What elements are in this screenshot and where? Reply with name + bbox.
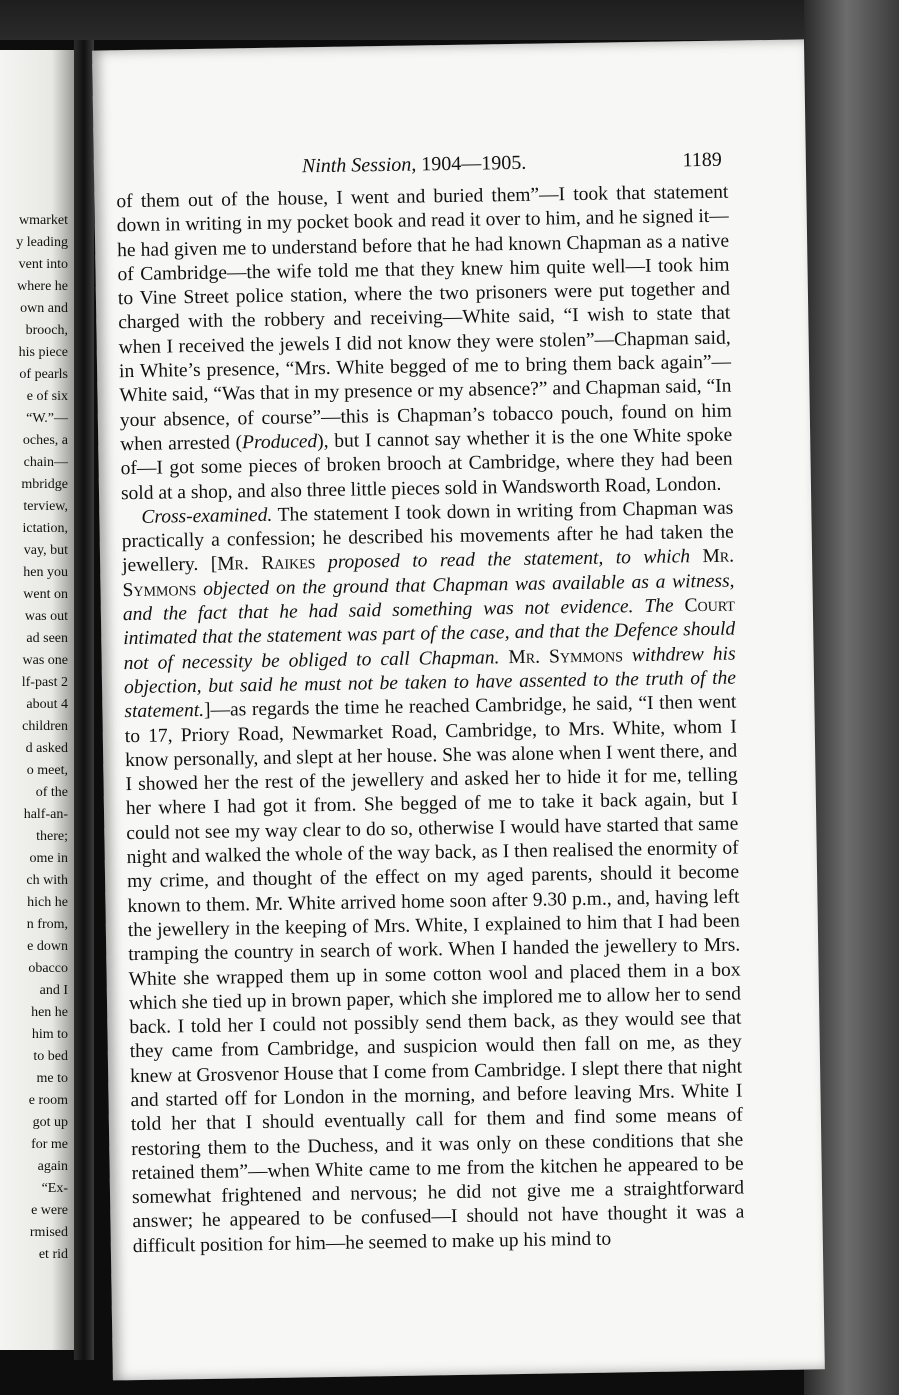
left-page-line: e of six [26,389,68,404]
left-page-line: ictation, [22,521,68,536]
left-page-line: n from, [26,917,68,932]
left-page-line: e down [27,939,68,954]
left-page-line: of pearls [19,367,68,382]
left-page-line: “Ex- [41,1181,68,1196]
cross-text-c: objected on the ground that Chapman was available as a witness, and the fact that he had said something was not evidence. The [122,570,735,626]
left-page-line: there; [36,829,68,844]
left-page-line: wmarket [19,213,68,228]
book-gutter [74,40,94,1360]
left-page-line: ome in [29,851,68,866]
cross-examined-label: Cross-examined. [141,504,273,528]
left-page-line: o meet, [26,763,68,778]
testimony-text-end: ), but I cannot say whether it is the one White spoke of—I got some pieces of broken brooch at Cambridge, where they had been sold at a shop, and also three little pieces sold in Wandsworth Road, London. [120,424,733,504]
left-page-line: ch with [26,873,68,888]
name-raikes: Mr. Raikes [217,552,316,576]
left-page-line: “W.”— [26,411,68,426]
left-page-line: of the [35,785,68,800]
right-page [92,39,825,1380]
running-head-years: 1904—1905. [421,151,527,176]
left-page-line: where he [17,279,68,294]
left-page-line: children [22,719,68,734]
running-head-session: Ninth Session, [301,153,422,178]
left-page-line: got up [32,1115,68,1130]
left-page-line: terview, [23,499,68,514]
cross-text-f: ]—as regards the time he reached Cambridge, he said, “I then went to 17, Priory Road, Newmarket Road, Cambridge, to Mrs. White, whom I know personally, and slept at her house. She was alone when I went there, and I showed her the rest of the jewellery and asked her to hide it for me, telling her where I had got it from. She begged of me to take it back again, but I could not see my way clear to do so, otherwise I would have started that same night and walked the whole of the way back, as I then realised the enormity of my crime, and thought of the effect on my aged parents, should it become known to them. Mr. White arrived home soon after 9.30 p.m., and, having left the jewellery in the keeping of Mrs. White, I explained to him that I had been tramping the country in search of work. When I handed the jewellery to Mrs. White she wrapped them up in some cotton wool and placed them in a box which she tied up in brown paper, which she implored me to allow her to send back. I told her I could not possibly send them back, as they would see that they came from Cambridge, and suspicion would then fall on me, as they knew at Grosvenor House that I come from Cambridge. I slept there that night and started off for London in the morning, and before leaving Mrs. White I told her that I should eventually call for them and find some means of restoring them to the Duchess, and it was only on these conditions that she retained them”—when White came to me from the kitchen he appeared to be somewhat frightened and nervous; he did not give me a straightforward answer; he appeared to be confused—I should not have thought it was a difficult position for him—he seemed to make up his mind to [124,691,745,1257]
testimony-text: of them out of the house, I went and buried them”—I took that statement down in writing in my pocket book and read it over to him, and he signed it—he had given me to understand before that he had known Chapman as a native of Cambridge—the wife told me that they knew him quite well—I took him to Vine Street police station, where the two prisoners were put together and charged with the robbery and receiving—White said, “I wish to state that when I received the jewels I did not know they were stolen”—Chapman said, in White’s presence, “Mrs. White begged of me to bring them back again”—White said, “Was that in my presence or my absence?” and Chapman said, “In your absence, of course”—this is Chapman’s tobacco pouch, found on him when arrested ( [116,181,732,456]
name-symmons-2: Mr. Symmons [508,644,624,668]
left-page-text [16,210,68,1266]
left-page-line: brooch, [25,323,68,338]
left-page-line: and I [39,983,68,998]
left-page-line: ad seen [26,631,68,646]
left-page-line: for me [31,1137,68,1152]
running-head [302,152,527,179]
cross-text-d: intimated that the statement was part of the case, and that the Defence should not of necessity be obliged to call Chapman. [123,618,736,674]
left-page-line: lf-past 2 [21,675,68,690]
left-page-line: about 4 [26,697,68,712]
body-text [116,181,745,1260]
left-page-line: went on [23,587,68,602]
left-page-line: again [37,1159,68,1174]
page-number: 1189 [682,148,723,172]
left-page-line: vay, but [23,543,68,558]
left-page-line: e were [31,1203,68,1218]
left-page-line: d asked [25,741,68,756]
left-page-line: y leading [16,235,68,250]
left-page-line: own and [20,301,68,316]
left-page-line: him to [31,1027,68,1042]
left-page-line: e room [28,1093,68,1108]
cross-text-a: The statement I took down in writing from Chapman was practically a confession; he described his movements after he had taken the jewellery. [ [121,497,734,577]
left-page-line: hich he [27,895,68,910]
left-page-line: me to [36,1071,68,1086]
left-page-line: half-an- [23,807,68,822]
left-page-line: et rid [38,1247,68,1262]
left-page-line: hen he [31,1005,68,1020]
left-page-line: chain— [23,455,68,470]
scanner-top-edge [0,0,899,40]
produced-note: Produced [241,431,318,454]
left-page-line: was out [24,609,68,624]
cross-text-e: withdrew his objection, but said he must not be taken to have assented to the truth of the statement. [123,643,737,723]
left-page-line: vent into [18,257,68,272]
paragraph-cross-examination [121,496,745,1259]
left-facing-page [0,50,74,1350]
left-page-line: his piece [18,345,68,360]
cross-text-b: proposed to read the statement, to which [315,546,703,574]
paragraph-testimony [116,181,733,506]
left-page-line: obacco [28,961,68,976]
left-page-line: rmised [29,1225,68,1240]
name-symmons: Mr. Symmons [122,546,735,601]
left-page-line: hen you [23,565,68,580]
left-page-line: was one [22,653,68,668]
left-page-line: to bed [33,1049,68,1064]
left-page-line: mbridge [21,477,68,492]
name-court: Court [684,594,735,617]
left-page-line: oches, a [22,433,68,448]
